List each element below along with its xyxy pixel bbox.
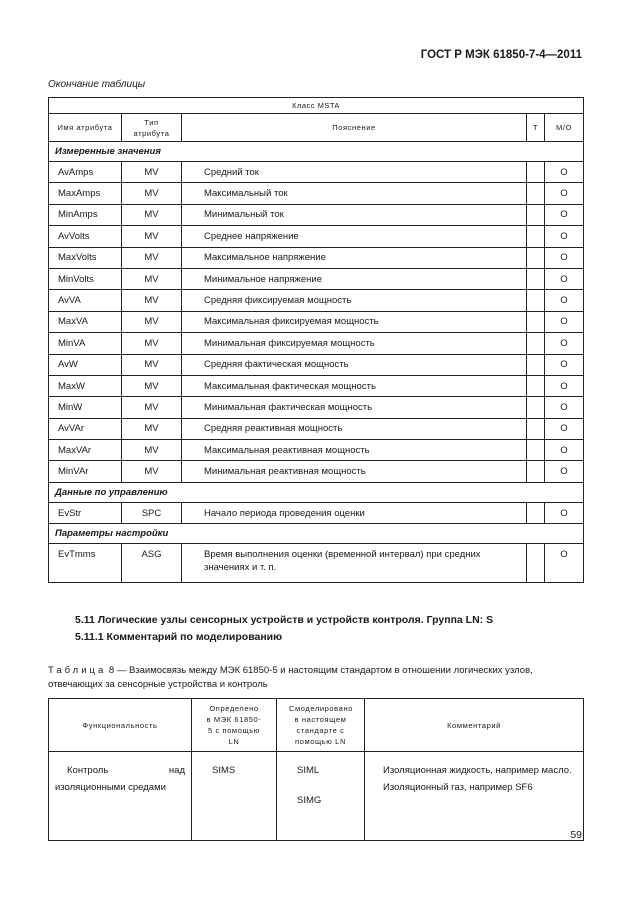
attr-mo: O [545,544,584,583]
attr-desc-text: Время выполнения оценки (временной интервал) при средних значениях и т. п. [204,549,481,574]
attr-mo: O [545,268,584,289]
table-caption: Окончание таблицы [48,79,146,90]
attr-desc: Средний ток [182,162,527,183]
t8-header-func: Функциональность [49,699,192,752]
attr-mo: O [545,461,584,482]
attr-desc: Среднее напряжение [182,226,527,247]
attr-mo: O [545,247,584,268]
attr-name: MaxVA [49,311,122,332]
msta-table [48,97,584,583]
attr-type: MV [122,397,182,418]
attr-type: MV [122,440,182,461]
table8 [48,698,584,841]
header-t: T [527,114,545,142]
attr-desc: Минимальное напряжение [182,268,527,289]
attr-type: MV [122,418,182,439]
attr-t [527,226,545,247]
table-row [49,268,584,289]
attr-name: MinW [49,397,122,418]
attr-name: MaxVolts [49,247,122,268]
t8-row-modeled-2: SIMG [297,795,322,806]
attr-t [527,461,545,482]
attr-type: MV [122,226,182,247]
attr-type: MV [122,311,182,332]
attr-name: MaxAmps [49,183,122,204]
attr-type: MV [122,204,182,225]
table-row [49,183,584,204]
attr-t [527,375,545,396]
table-row [49,333,584,354]
attr-type: MV [122,354,182,375]
attr-t [527,204,545,225]
table-row [49,502,584,523]
table-row [49,418,584,439]
t8-row-defined: SIMS [192,752,277,841]
section-heading: Измеренные значения [49,142,584,162]
attr-desc: Максимальная фиксируемая мощность [182,311,527,332]
attr-desc: Средняя фактическая мощность [182,354,527,375]
attr-mo: O [545,162,584,183]
attr-type: MV [122,162,182,183]
attr-desc: Максимальная реактивная мощность [182,440,527,461]
table-row [49,397,584,418]
t8-header-comment: Комментарий [365,699,584,752]
attr-desc: Минимальная фиксируемая мощность [182,333,527,354]
attr-t [527,290,545,311]
attr-mo: O [545,440,584,461]
attr-desc: Максимальная фактическая мощность [182,375,527,396]
attr-mo: O [545,226,584,247]
t8-header-modeled: Смоделировано в настоящем стандарте с помощью LN [277,699,365,752]
attr-t [527,311,545,332]
attr-name: MaxW [49,375,122,396]
attr-name: EvTmms [49,544,122,583]
attr-t [527,247,545,268]
attr-desc: Средняя реактивная мощность [182,418,527,439]
attr-name: MinVAr [49,461,122,482]
header-mo: М/О [545,114,584,142]
attr-t [527,354,545,375]
attr-mo: O [545,354,584,375]
table8-caption-label: Таблица [48,665,107,676]
attr-mo: O [545,397,584,418]
section-heading: Параметры настройки [49,524,584,544]
attr-mo: O [545,183,584,204]
table-row [49,290,584,311]
attr-mo: O [545,502,584,523]
section-5-11-1-title: 5.11.1 Комментарий по моделированию [75,631,283,643]
attr-type: MV [122,183,182,204]
table-row [49,204,584,225]
page-number: 59 [570,829,582,841]
table-row [49,544,584,583]
section-heading: Данные по управлению [49,482,584,502]
attr-name: AvVA [49,290,122,311]
attr-mo: O [545,204,584,225]
table-row [49,375,584,396]
attr-desc: Максимальное напряжение [182,247,527,268]
attr-name: MaxVAr [49,440,122,461]
attr-type: ASG [122,544,182,583]
table-row [49,440,584,461]
table8-caption-text: 8 — Взаимосвязь между МЭК 61850-5 и настоящим стандартом в отношении логических узлов, отвечающих за сенсорные устройства и контроль [48,665,533,690]
attr-name: AvVolts [49,226,122,247]
section-5-11-title: 5.11 Логические узлы сенсорных устройств и устройств контроля. Группа LN: S [75,614,494,626]
attr-desc: Минимальная фактическая мощность [182,397,527,418]
t8-row-modeled-1: SIML [297,765,320,776]
table-row [49,247,584,268]
attr-type: MV [122,461,182,482]
header-name: Имя атрибута [49,114,122,142]
header-desc: Пояснение [182,114,527,142]
attr-type: MV [122,268,182,289]
attr-mo: O [545,311,584,332]
class-label: Класс MSTA [49,98,584,114]
attr-type: SPC [122,502,182,523]
table-row [49,354,584,375]
attr-type: MV [122,290,182,311]
attr-mo: O [545,333,584,354]
attr-t [527,183,545,204]
attr-name: MinVolts [49,268,122,289]
table-row [49,461,584,482]
attr-desc: Минимальный ток [182,204,527,225]
attr-t [527,440,545,461]
attr-desc: Средняя фиксируемая мощность [182,290,527,311]
attr-t [527,502,545,523]
attr-type: MV [122,333,182,354]
table-row [49,162,584,183]
attr-name: MinVA [49,333,122,354]
t8-row-comment-2: Изоляционный газ, например SF6 [383,782,533,793]
attr-desc: Минимальная реактивная мощность [182,461,527,482]
attr-t [527,333,545,354]
table-row [49,226,584,247]
t8-row-func: Контроль над изоляционными средами [49,752,192,841]
attr-mo: O [545,375,584,396]
attr-desc: Начало периода проведения оценки [182,502,527,523]
table8-caption [48,664,583,692]
attr-name: AvAmps [49,162,122,183]
attr-desc [182,544,527,583]
attr-desc: Максимальный ток [182,183,527,204]
attr-mo: O [545,290,584,311]
attr-t [527,418,545,439]
header-type: Тип атрибута [122,114,182,142]
attr-type: MV [122,375,182,396]
attr-name: AvVAr [49,418,122,439]
t8-header-defined: Определено в МЭК 61850-5 с помощью LN [192,699,277,752]
attr-name: MinAmps [49,204,122,225]
attr-type: MV [122,247,182,268]
table-row [49,311,584,332]
attr-t [527,268,545,289]
attr-t [527,544,545,583]
t8-row-comment-1: Изоляционная жидкость, например масло. [383,765,572,776]
attr-t [527,162,545,183]
attr-name: EvStr [49,502,122,523]
attr-name: AvW [49,354,122,375]
attr-t [527,397,545,418]
attr-mo: O [545,418,584,439]
document-header: ГОСТ Р МЭК 61850-7-4—2011 [420,49,582,61]
